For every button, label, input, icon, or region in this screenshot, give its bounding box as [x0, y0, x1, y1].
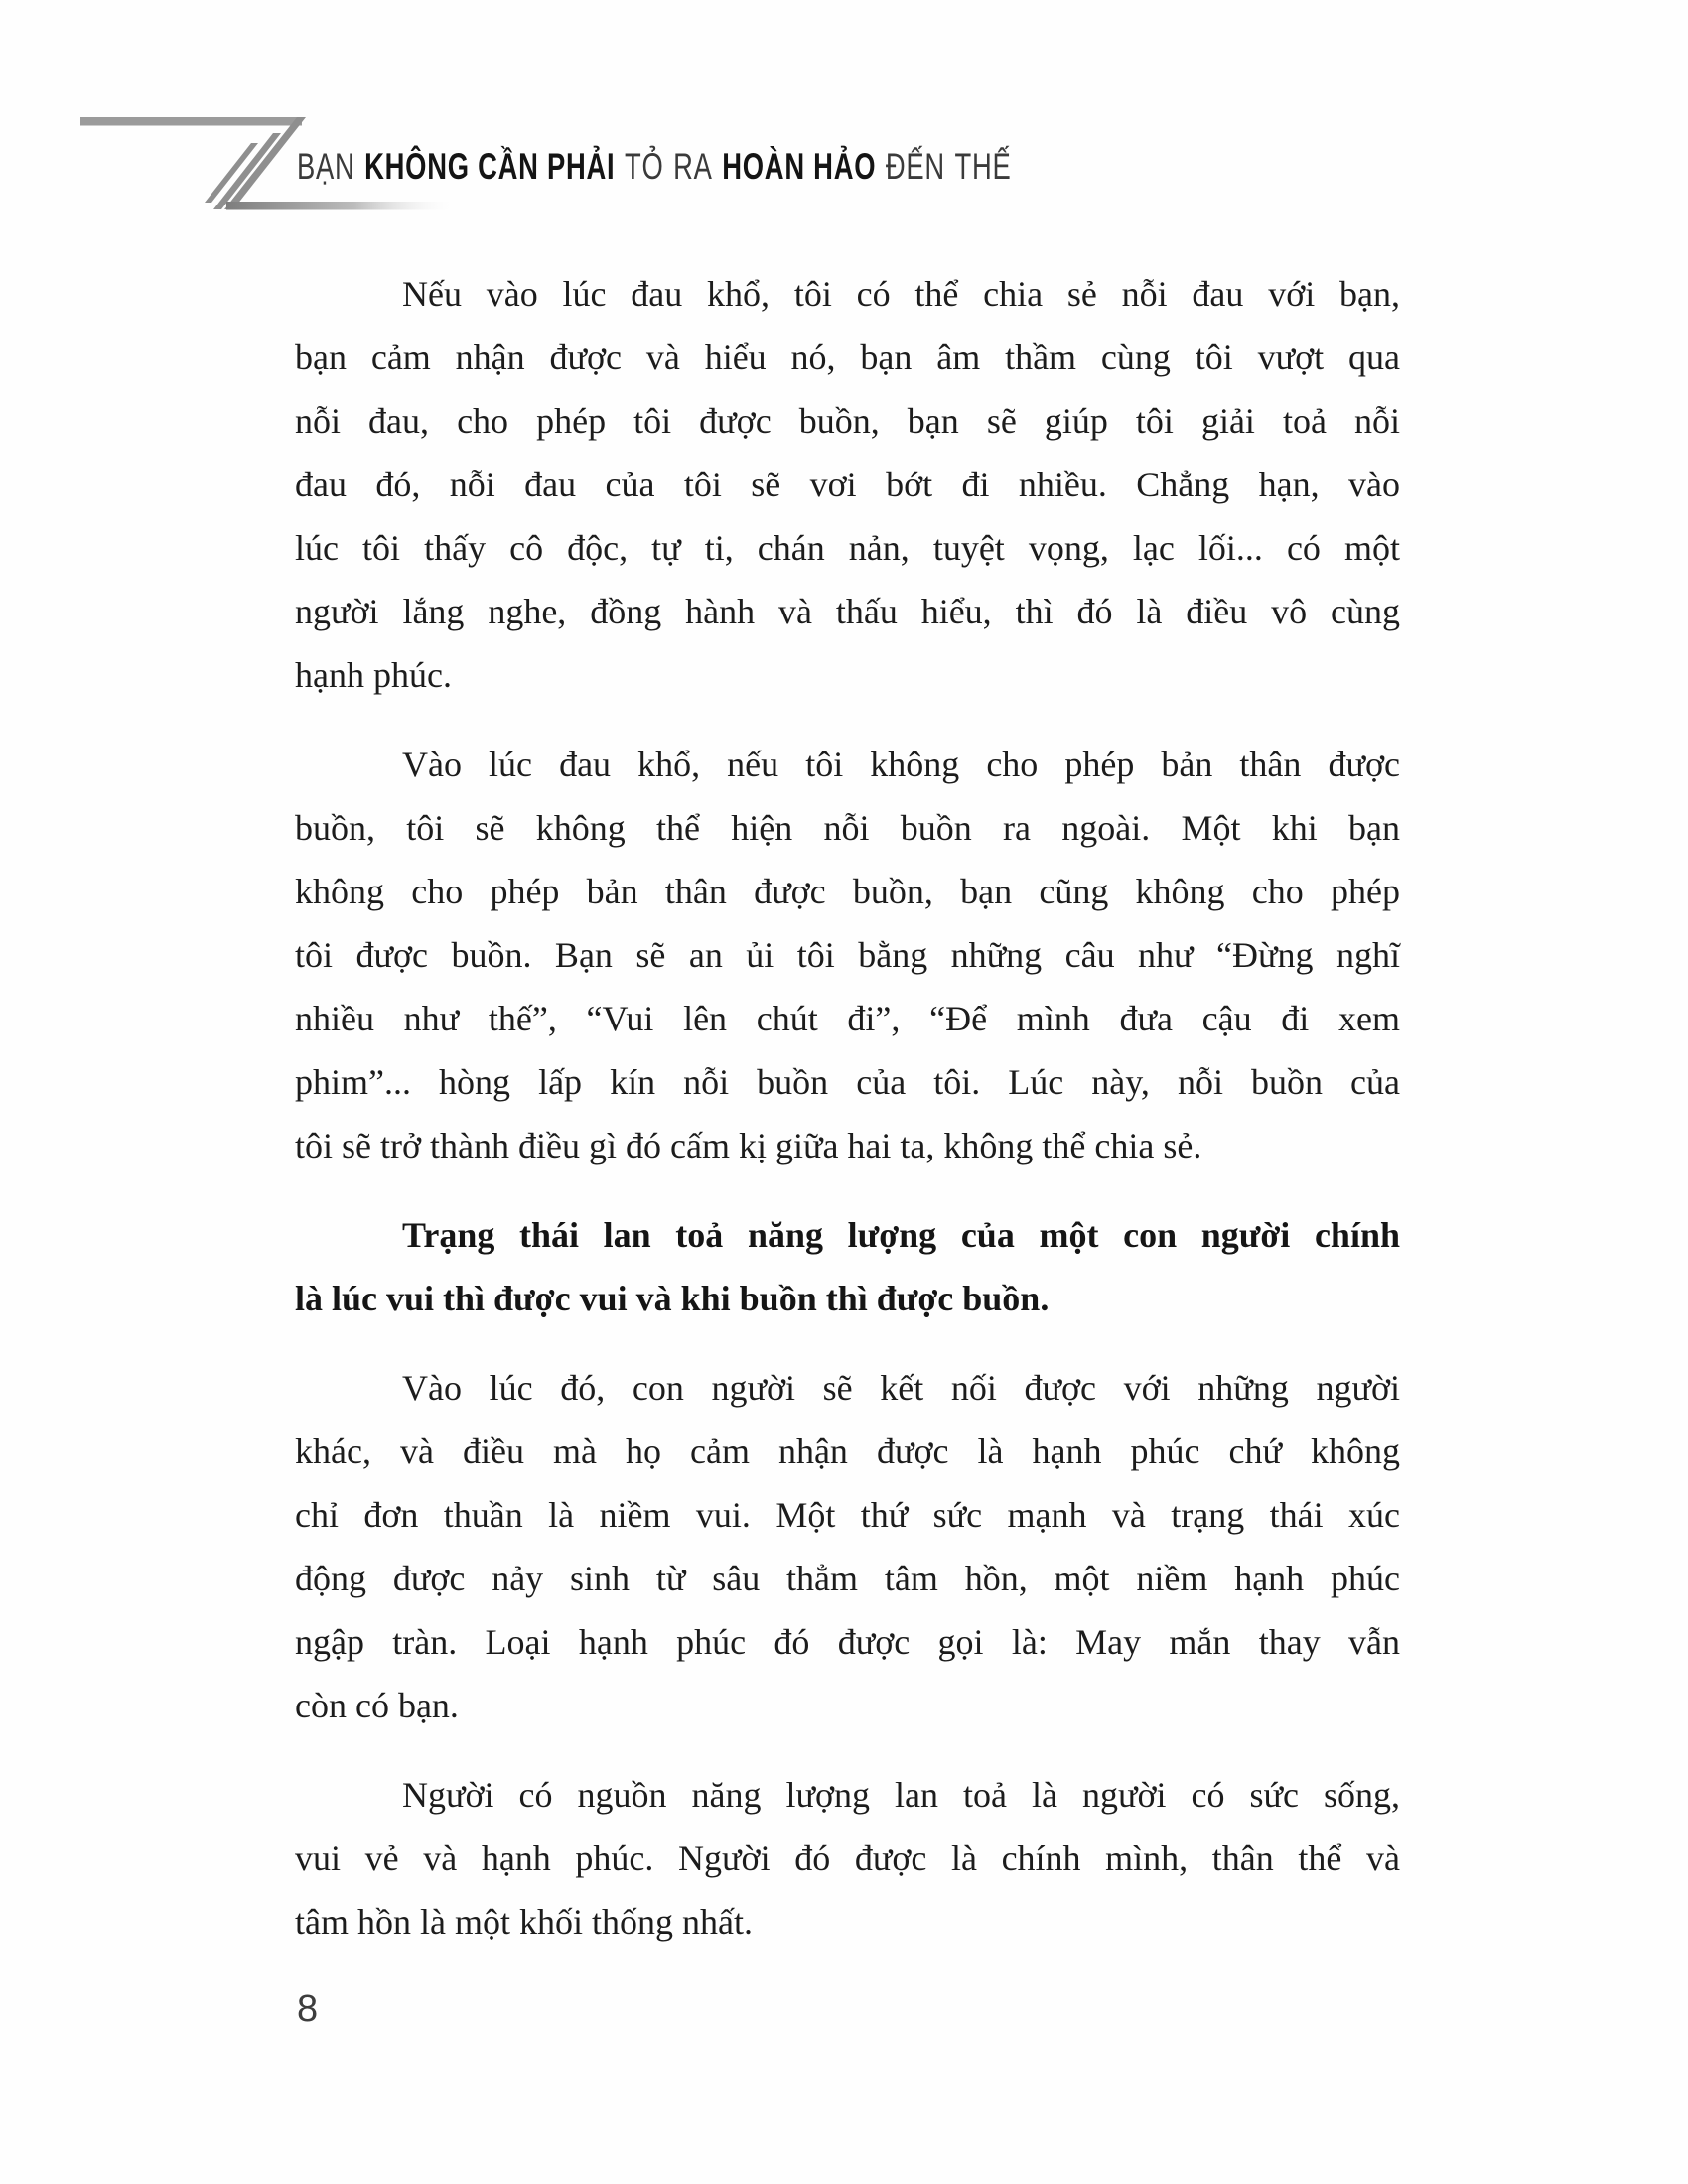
text-line: hạnh phúc. — [295, 655, 452, 695]
running-head-segment: HOÀN HẢO — [722, 146, 877, 187]
paragraph — [295, 262, 1400, 707]
running-head-segment: TỎ — [624, 146, 664, 187]
text-line: chỉ đơn thuần là niềm vui. Một thứ sức mạnh và trạng thái xúc — [295, 1495, 1400, 1535]
page-number: 8 — [297, 1988, 319, 2030]
text-line: Vào lúc đó, con người sẽ kết nối được với những người — [402, 1368, 1400, 1408]
text-line: buồn, tôi sẽ không thể hiện nỗi buồn ra ngoài. Một khi bạn — [295, 808, 1400, 848]
text-line: Trạng thái lan toả năng lượng của một con người chính — [402, 1215, 1400, 1255]
running-head-segment: RA — [673, 146, 713, 187]
text-line: bạn cảm nhận được và hiểu nó, bạn âm thầm cùng tôi vượt qua — [295, 338, 1400, 377]
text-line: tôi sẽ trở thành điều gì đó cấm kị giữa hai ta, không thể chia sẻ. — [295, 1126, 1202, 1165]
text-line: nhiều như thế”, “Vui lên chút đi”, “Để mình đưa cậu đi xem — [295, 999, 1400, 1038]
text-line: động được nảy sinh từ sâu thẳm tâm hồn, một niềm hạnh phúc — [295, 1559, 1400, 1598]
paragraph — [295, 1763, 1400, 1954]
text-line: lúc tôi thấy cô độc, tự ti, chán nản, tuyệt vọng, lạc lối... có một — [295, 528, 1400, 568]
text-line: ngập tràn. Loại hạnh phúc đó được gọi là: May mắn thay vẫn — [295, 1622, 1400, 1662]
text-line: tôi được buồn. Bạn sẽ an ủi tôi bằng những câu như “Đừng nghĩ — [295, 935, 1400, 975]
text-line: vui vẻ và hạnh phúc. Người đó được là chính mình, thân thể và — [295, 1839, 1400, 1878]
text-line: khác, và điều mà họ cảm nhận được là hạnh phúc chứ không — [295, 1432, 1400, 1471]
running-head-segment: ĐẾN — [885, 146, 945, 187]
text-line: đau đó, nỗi đau của tôi sẽ vơi bớt đi nhiều. Chẳng hạn, vào — [295, 465, 1400, 504]
running-head-segment: THẾ — [954, 146, 1012, 187]
running-head-segment: BẠN — [297, 146, 355, 187]
text-line: nỗi đau, cho phép tôi được buồn, bạn sẽ giúp tôi giải toả nỗi — [295, 401, 1400, 441]
text-line: còn có bạn. — [295, 1686, 459, 1725]
paragraph — [295, 1203, 1400, 1330]
paragraph — [295, 1356, 1400, 1737]
text-line: tâm hồn là một khối thống nhất. — [295, 1902, 753, 1942]
text-line: Vào lúc đau khổ, nếu tôi không cho phép bản thân được — [402, 745, 1400, 784]
body-text — [295, 262, 1400, 1954]
running-head — [297, 145, 1011, 189]
paragraph — [295, 733, 1400, 1177]
text-line: người lắng nghe, đồng hành và thấu hiểu, thì đó là điều vô cùng — [295, 592, 1400, 631]
text-line: Người có nguồn năng lượng lan toả là người có sức sống, — [402, 1775, 1400, 1815]
text-line: là lúc vui thì được vui và khi buồn thì được buồn. — [295, 1279, 1050, 1318]
text-line: Nếu vào lúc đau khổ, tôi có thể chia sẻ nỗi đau với bạn, — [402, 274, 1400, 314]
text-line: không cho phép bản thân được buồn, bạn cũng không cho phép — [295, 872, 1400, 911]
running-head-segment: KHÔNG CẦN PHẢI — [364, 146, 616, 187]
text-line: phim”... hòng lấp kín nỗi buồn của tôi. Lúc này, nỗi buồn của — [295, 1062, 1400, 1102]
